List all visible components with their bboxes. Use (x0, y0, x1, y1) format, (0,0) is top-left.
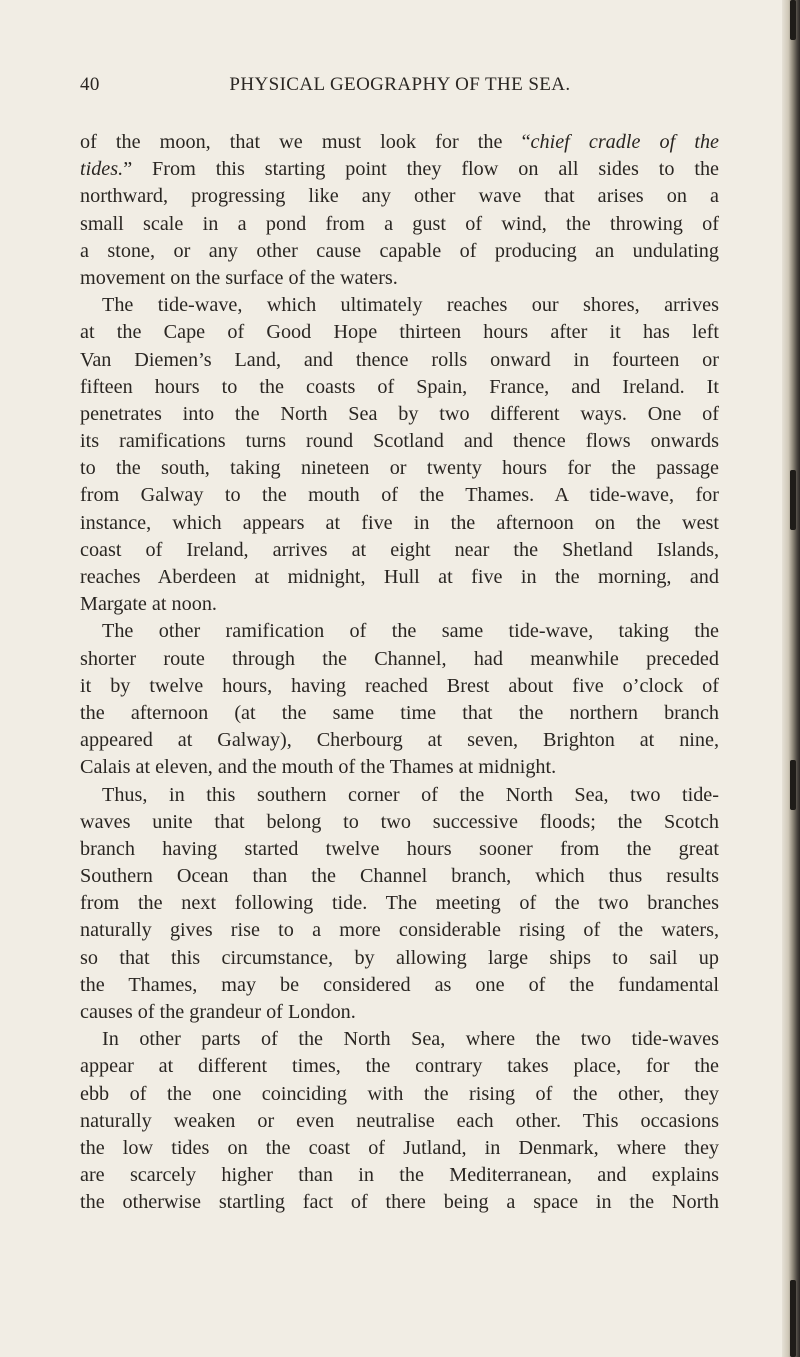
italic-text-run: chief cradle of the (530, 131, 719, 153)
text-line: northward, progressing like any other wave that arises on a (80, 185, 719, 208)
text-line (80, 129, 719, 156)
page-edge-mark (790, 1280, 796, 1357)
running-title: PHYSICAL GEOGRAPHY OF THE SEA. (229, 74, 571, 95)
italic-text-run: tides. (80, 158, 124, 181)
text-line: Calais at eleven, and the mouth of the Thames at midnight. (80, 756, 557, 779)
text-line: movement on the surface of the waters. (80, 266, 398, 289)
text-line: instance, which appears at five in the afternoon on the west (80, 511, 719, 534)
text-line: a stone, or any other cause capable of producing an undulating (80, 239, 719, 262)
text-line: appear at different times, the contrary takes place, for the (80, 1055, 719, 1078)
page-edge-mark (790, 760, 796, 810)
text-line: Southern Ocean than the Channel branch, which thus results (80, 865, 719, 888)
text-line: from Galway to the mouth of the Thames. A tide-wave, for (80, 484, 719, 507)
text-line: the Thames, may be considered as one of the fundamental (80, 973, 719, 996)
text-line: the low tides on the coast of Jutland, in Denmark, where they (80, 1136, 719, 1159)
body-text (80, 129, 719, 1217)
text-line: naturally gives rise to a more considerable rising of the waters, (80, 919, 719, 942)
text-line: Thus, in this southern corner of the North Sea, two tide- (102, 783, 719, 806)
text-line: the afternoon (at the same time that the northern branch (80, 701, 719, 724)
text-line: The tide-wave, which ultimately reaches our shores, arrives (102, 294, 719, 317)
text-line: coast of Ireland, arrives at eight near the Shetland Islands, (80, 538, 719, 561)
text-line: to the south, taking nineteen or twenty hours for the passage (80, 457, 719, 480)
text-line: at the Cape of Good Hope thirteen hours after it has left (80, 321, 719, 344)
text-run: ” From this starting point they flow on all sides to the (123, 158, 719, 181)
text-run: of the moon, that we must look for the “ (80, 131, 531, 153)
text-line: In other parts of the North Sea, where the two tide-waves (102, 1028, 719, 1051)
text-line: Van Diemen’s Land, and thence rolls onward in fourteen or (80, 348, 719, 371)
text-line: causes of the grandeur of London. (80, 1001, 356, 1023)
page-edge-mark (790, 470, 796, 530)
text-line: are scarcely higher than in the Mediterranean, and explains (80, 1164, 719, 1187)
text-line: branch having started twelve hours sooner from the great (80, 837, 719, 860)
text-line: appeared at Galway), Cherbourg at seven, Brighton at nine, (80, 729, 719, 752)
text-line: it by twelve hours, having reached Brest about five o’clock of (80, 674, 719, 697)
text-line: from the next following tide. The meeting of the two branches (80, 892, 719, 915)
text-line: naturally weaken or even neutralise each other. This occasions (80, 1109, 719, 1132)
text-line: so that this circumstance, by allowing large ships to sail up (80, 946, 719, 969)
page-header (80, 74, 720, 104)
page-edge-mark (790, 0, 796, 40)
text-line: the otherwise startling fact of there being a space in the North (80, 1191, 719, 1214)
text-line: waves unite that belong to two successive floods; the Scotch (80, 810, 719, 833)
text-line: reaches Aberdeen at midnight, Hull at five in the morning, and (80, 566, 719, 588)
text-line: small scale in a pond from a gust of wind, the throwing of (80, 212, 719, 235)
page-number: 40 (80, 74, 100, 95)
text-line: The other ramification of the same tide-wave, taking the (102, 620, 719, 643)
text-line: shorter route through the Channel, had meanwhile preceded (80, 647, 719, 670)
text-line: fifteen hours to the coasts of Spain, France, and Ireland. It (80, 375, 719, 398)
text-line: Margate at noon. (80, 593, 217, 616)
text-line: penetrates into the North Sea by two different ways. One of (80, 402, 719, 425)
text-line (80, 156, 719, 183)
text-line: its ramifications turns round Scotland and thence flows onwards (80, 430, 719, 453)
page-edge (782, 0, 800, 1357)
text-line: ebb of the one coinciding with the rising of the other, they (80, 1082, 719, 1105)
